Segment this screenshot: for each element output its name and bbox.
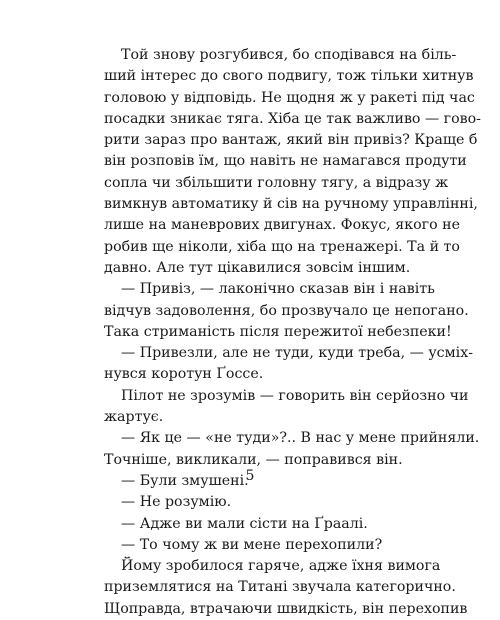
text-line: Пілот не зрозумів — говорить він серйозно чи <box>121 387 469 404</box>
text-line: лише на маневрових двигунах. Фокус, якого не <box>104 217 460 234</box>
text-line: вимкнув автоматику й сів на ручному управлінні, <box>104 196 478 213</box>
page-number: 5 <box>245 468 255 484</box>
text-line: Той знову розгубився, бо сподівався на біль- <box>121 47 457 63</box>
text-line: Щоправда, втрачаючи швидкість, він перехопив <box>104 600 468 617</box>
text-line: він розповів їм, що навіть не намагався продути <box>104 153 467 170</box>
text-line: Точніше, викликали, — поправився він. <box>104 451 403 468</box>
text-line: нувся коротун Ґоссе. <box>104 366 264 383</box>
text-line: Йому зробилося гаряче, адже їхня вимога <box>121 558 441 575</box>
text-line: Така стриманість після пережитої небезпеки! <box>104 323 452 340</box>
text-line: ший інтерес до свого подвигу, тож тільки хитнув <box>104 68 474 85</box>
text-line: посадки зникає тяга. Хіба це так важливо — гово- <box>104 110 481 127</box>
text-line: сопла чи збільшити головну тягу, а відразу ж <box>104 174 449 191</box>
text-line: — Адже ви мали сісти на Ґраалі. <box>121 515 368 532</box>
text-line: приземлятися на Титані звучала категорично. <box>104 579 456 596</box>
text-line: робив ще ніколи, хіба що на тренажері. Та й то <box>104 238 460 255</box>
text-line: давно. Але тут цікавилися зовсім іншим. <box>104 259 411 276</box>
text-line: — Як це — «не туди»?.. В нас у мене прийняли. <box>121 430 480 447</box>
text-line: — Були змушені. <box>121 472 249 489</box>
body-text <box>104 45 481 620</box>
text-line: — Привезли, але не туди, куди треба, — усміх- <box>121 345 473 362</box>
text-line: відчув задоволення, бо прозвучало це непогано. <box>104 302 469 319</box>
text-line: рити зараз про вантаж, який він привіз? Краще б <box>104 132 478 149</box>
text-line: головою у відповідь. Не щодня ж у ракеті під час <box>104 89 475 106</box>
text-line: жартує. <box>104 409 164 426</box>
text-line: — То чому ж ви мене перехопили? <box>121 536 383 553</box>
text-line: — Не розумію. <box>121 494 232 511</box>
text-line: — Привіз, — лаконічно сказав він і навіть <box>121 281 435 298</box>
